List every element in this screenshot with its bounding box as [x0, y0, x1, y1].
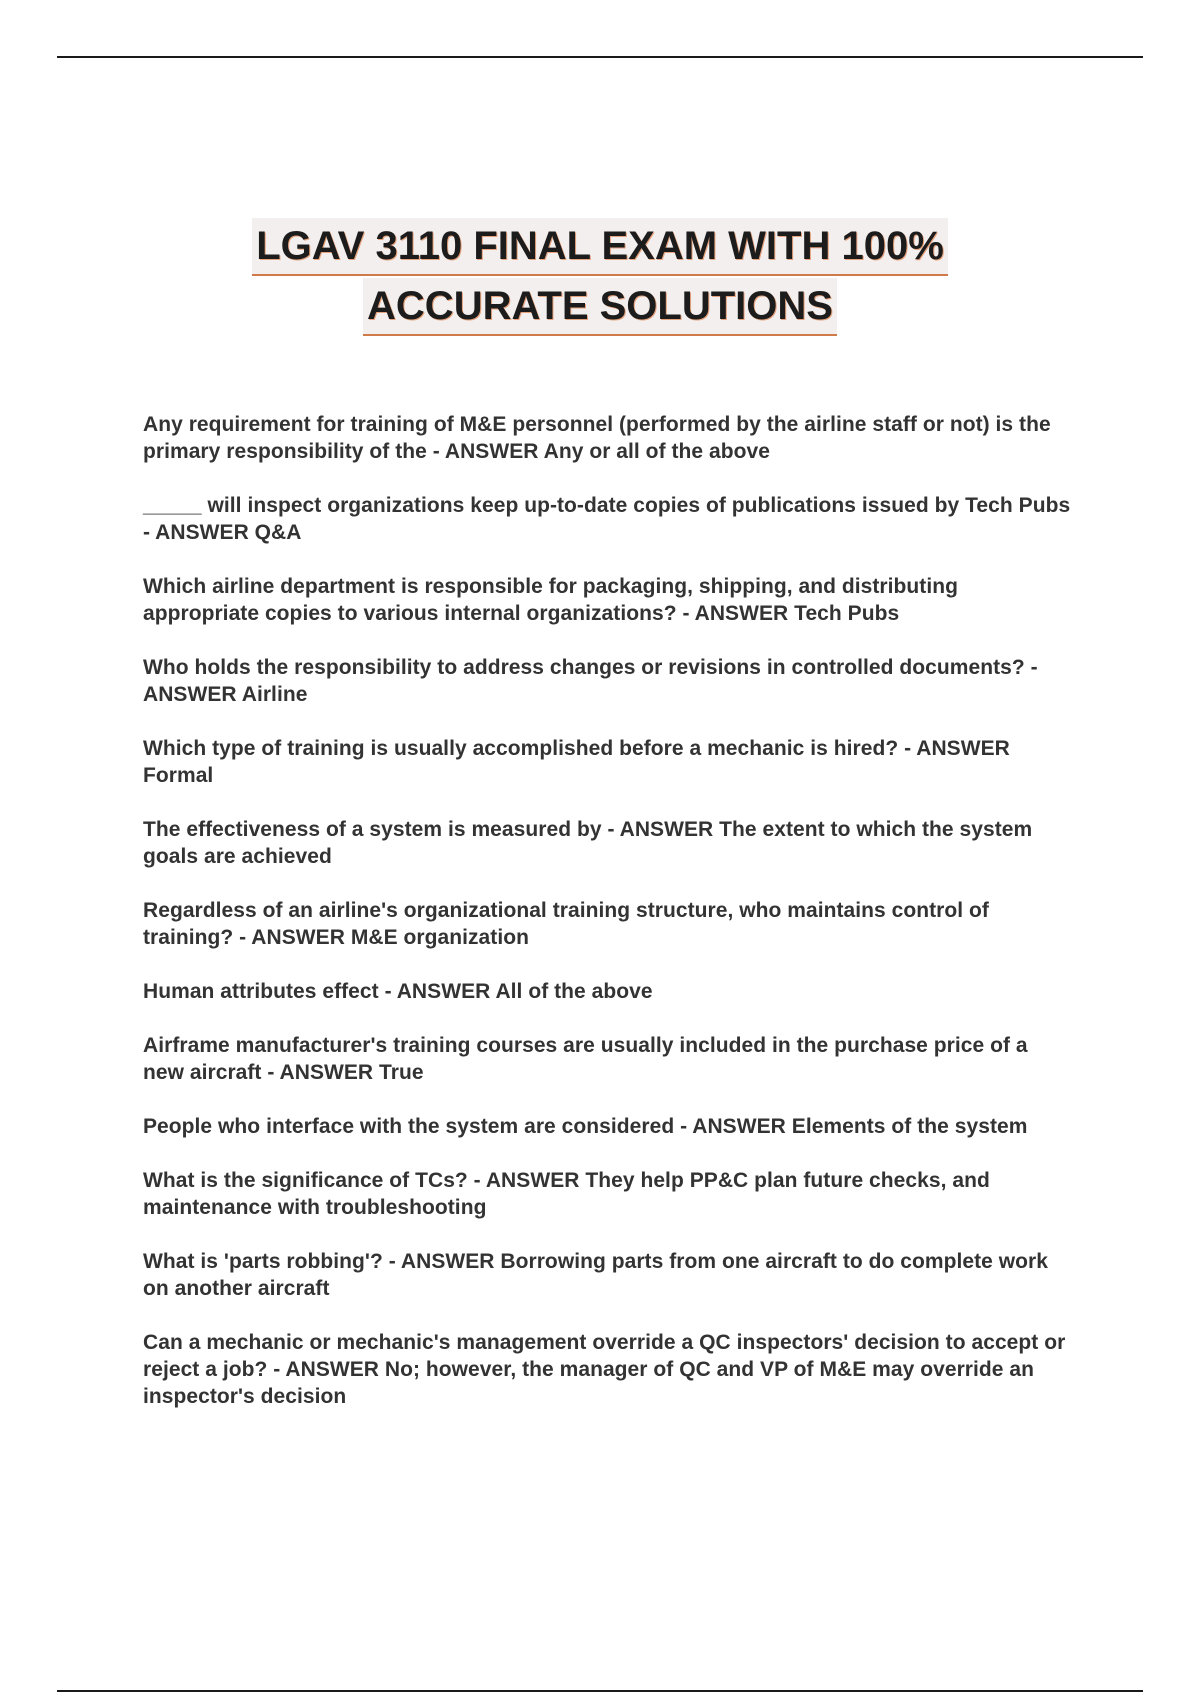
- qa-item: What is the significance of TCs? - ANSWER They help PP&C plan future checks, and maintenance with troubleshooting: [143, 1169, 990, 1219]
- qa-item: Which airline department is responsible for packaging, shipping, and distributing appropriate copies to various internal organizations? - ANSWER Tech Pubs: [143, 575, 958, 625]
- document-title: [0, 218, 1200, 338]
- top-rule: [57, 56, 1143, 58]
- title-line-2: ACCURATE SOLUTIONS: [363, 278, 837, 336]
- qa-item: Which type of training is usually accomplished before a mechanic is hired? - ANSWER Formal: [143, 737, 1010, 787]
- qa-item: People who interface with the system are considered - ANSWER Elements of the system: [143, 1115, 1028, 1138]
- qa-item: _____ will inspect organizations keep up-to-date copies of publications issued by Tech Pubs - ANSWER Q&A: [143, 494, 1071, 544]
- title-line-1: LGAV 3110 FINAL EXAM WITH 100%: [252, 218, 948, 276]
- qa-item: Can a mechanic or mechanic's management override a QC inspectors' decision to accept or reject a job? - ANSWER No; however, the manager of QC and VP of M&E may override an inspector's decision: [143, 1331, 1066, 1408]
- qa-item: The effectiveness of a system is measured by - ANSWER The extent to which the system goals are achieved: [143, 818, 1033, 868]
- qa-item: Who holds the responsibility to address changes or revisions in controlled documents? - ANSWER Airline: [143, 656, 1038, 706]
- bottom-rule: [57, 1690, 1143, 1692]
- qa-item: Human attributes effect - ANSWER All of the above: [143, 980, 653, 1003]
- qa-item: Airframe manufacturer's training courses are usually included in the purchase price of a new aircraft - ANSWER True: [143, 1034, 1028, 1084]
- qa-item: Regardless of an airline's organizational training structure, who maintains control of training? - ANSWER M&E organization: [143, 899, 989, 949]
- qa-item: What is 'parts robbing'? - ANSWER Borrowing parts from one aircraft to do complete work on another aircraft: [143, 1250, 1048, 1300]
- qa-item: Any requirement for training of M&E personnel (performed by the airline staff or not) is the primary responsibility of the - ANSWER Any or all of the above: [143, 413, 1051, 463]
- qa-list: [143, 411, 1073, 1437]
